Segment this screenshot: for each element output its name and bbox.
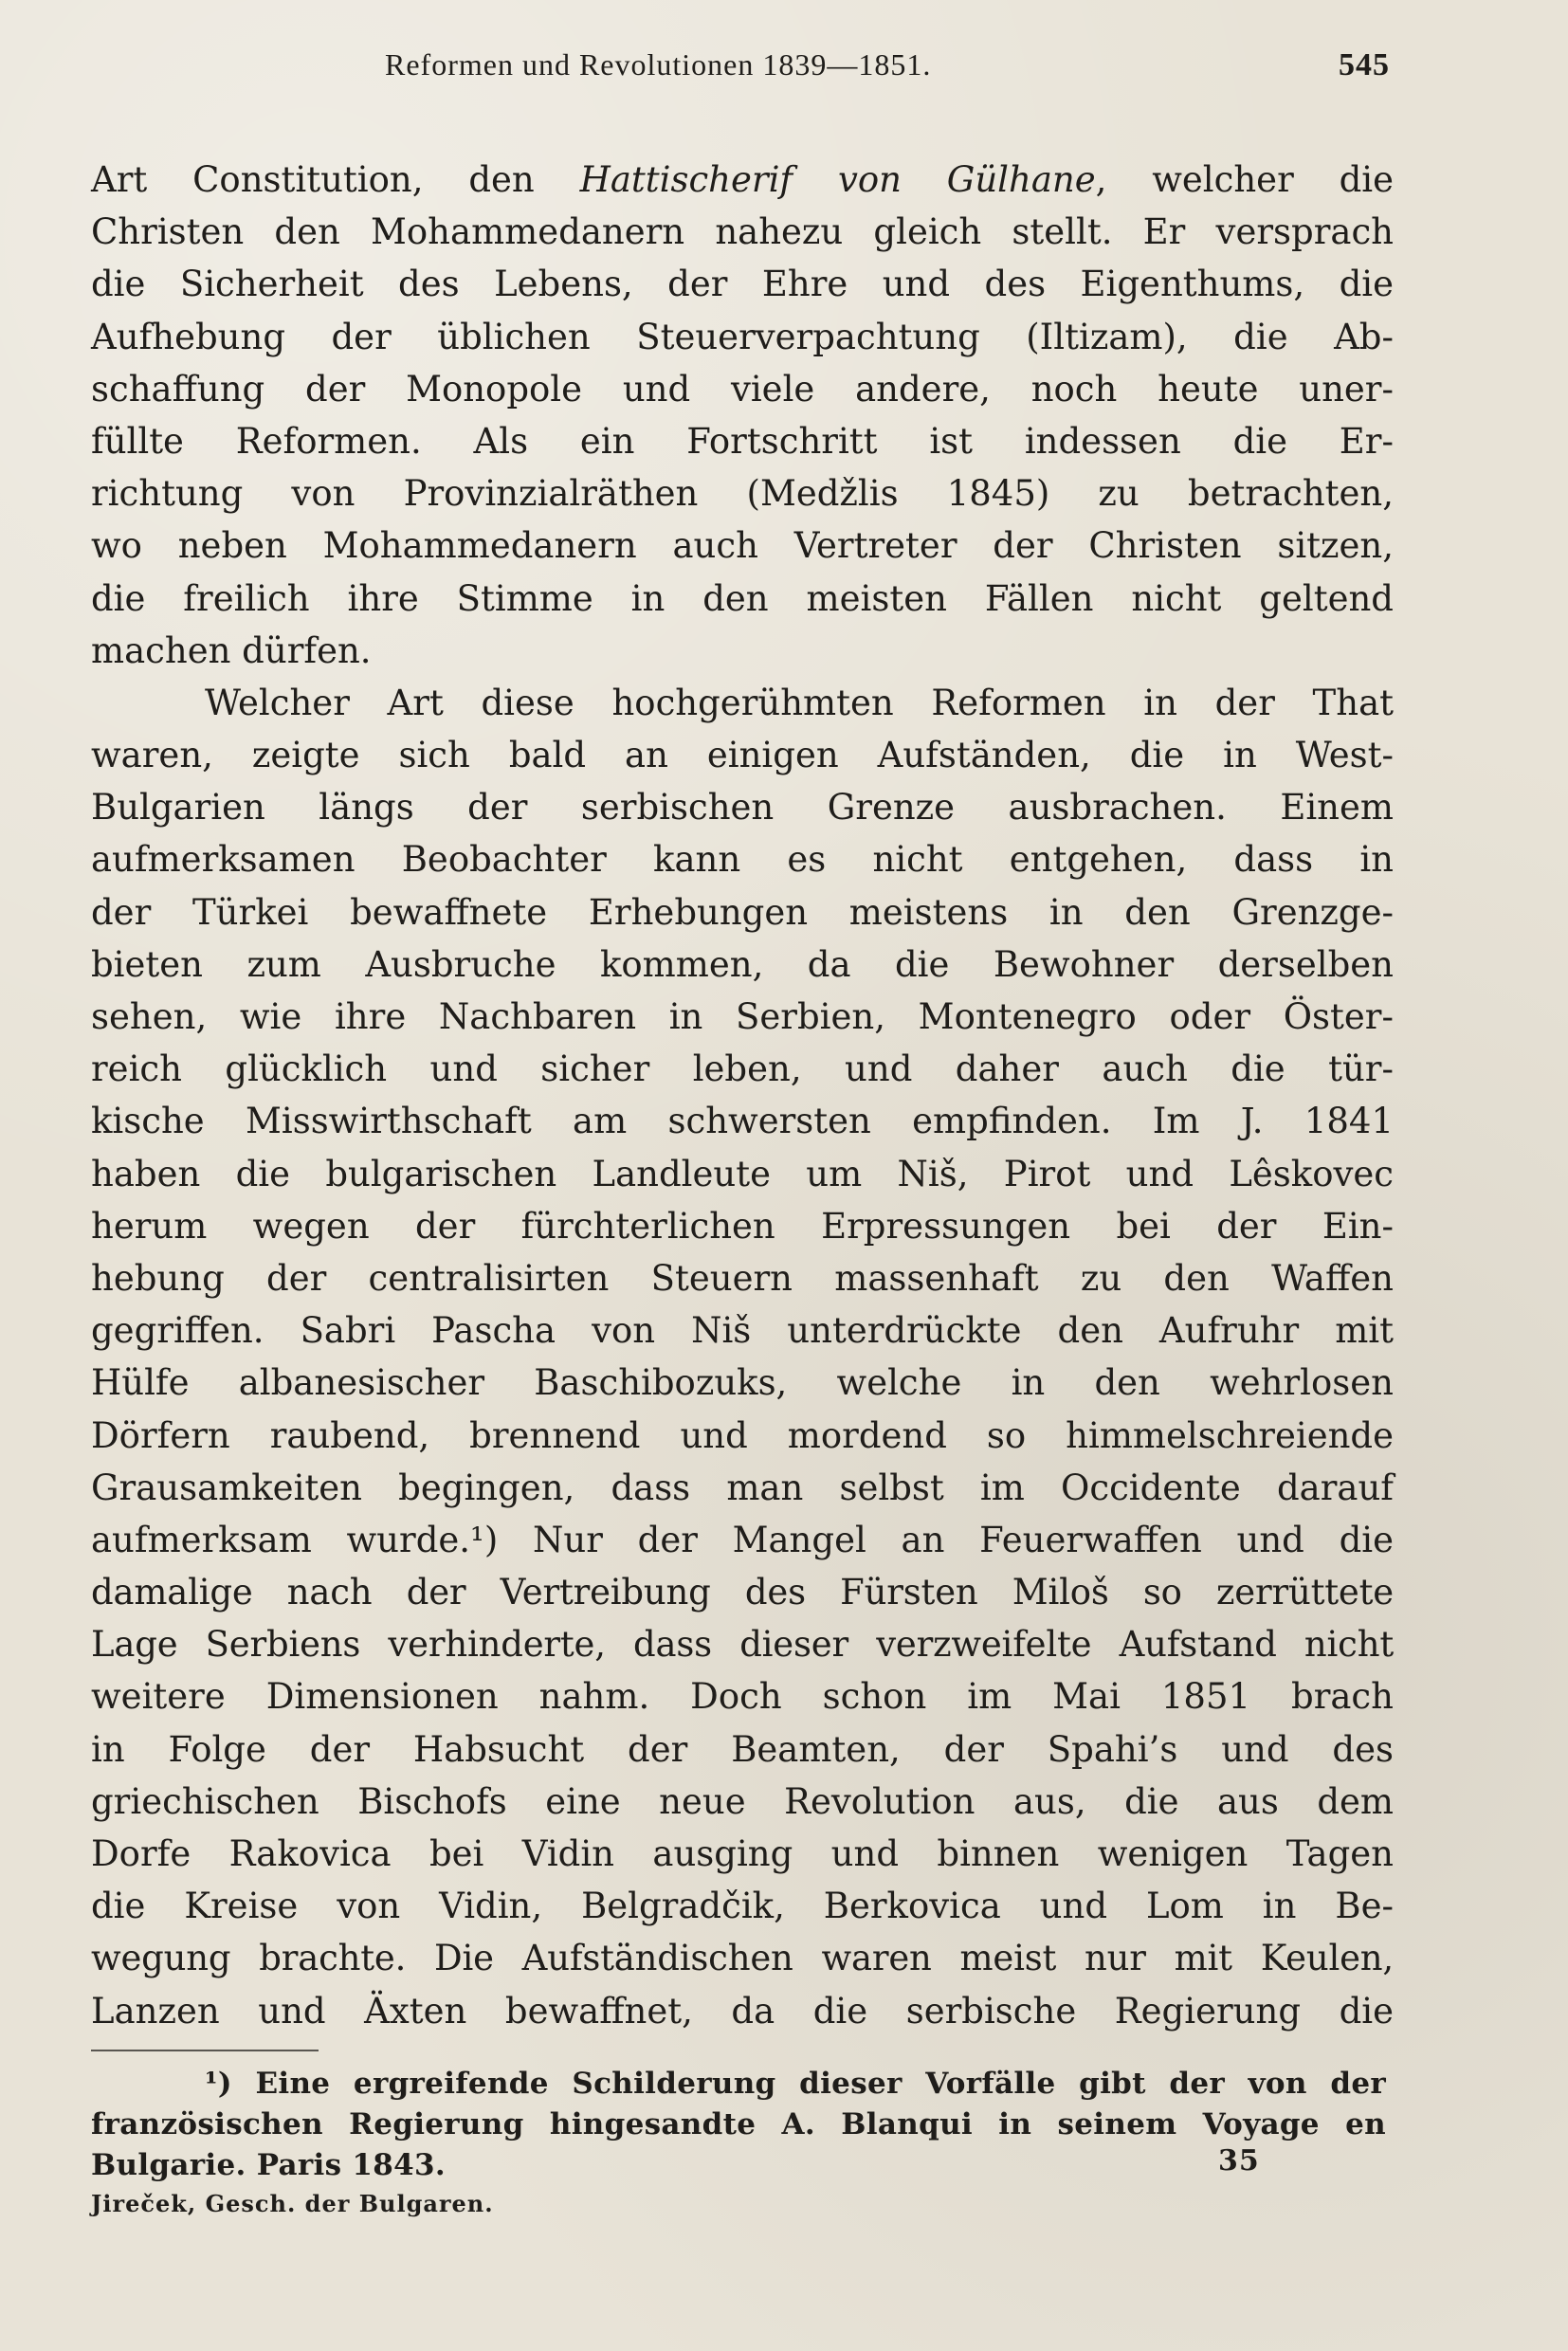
text-line: Aufhebung der üblichen Steuerverpachtung (Iltizam), die Ab-: [91, 316, 1394, 357]
page-number: 545: [1339, 47, 1390, 82]
footnote-line: ¹) Eine ergreifende Schilderung dieser Vorfälle gibt der von der: [205, 2067, 1386, 2101]
text-line: wegung brachte. Die Aufständischen waren meist nur mit Keulen,: [91, 1938, 1394, 1979]
text-line: die freilich ihre Stimme in den meisten Fällen nicht geltend: [91, 577, 1394, 619]
text-line: haben die bulgarischen Landleute um Niš, Pirot und Lêskovec: [91, 1153, 1394, 1194]
text-line: schaffung der Monopole und viele andere, noch heute uner-: [91, 368, 1394, 410]
text-line-prefix: Art Constitution, den: [91, 159, 580, 200]
text-line: reich glücklich und sicher leben, und daher auch die tür-: [91, 1048, 1394, 1090]
footnote-line: Bulgarie. Paris 1843.: [91, 2148, 446, 2182]
text-line: Welcher Art diese hochgerühmten Reformen in der That: [205, 682, 1394, 723]
text-line-suffix: , welcher die: [1095, 159, 1395, 200]
text-line: der Türkei bewaffnete Erhebungen meistens in den Grenzge-: [91, 891, 1394, 933]
text-line: sehen, wie ihre Nachbaren in Serbien, Montenegro oder Öster-: [91, 996, 1394, 1037]
text-line: Lanzen und Äxten bewaffnet, da die serbische Regierung die: [91, 1990, 1394, 2032]
italic-term: Hattischerif von Gülhane: [579, 159, 1096, 200]
text-line: bieten zum Ausbruche kommen, da die Bewohner derselben: [91, 943, 1394, 985]
text-line: aufmerksam wurde.¹) Nur der Mangel an Feuerwaffen und die: [91, 1519, 1394, 1560]
text-line: Lage Serbiens verhinderte, dass dieser verzweifelte Aufstand nicht: [91, 1624, 1394, 1666]
text-line: Dorfe Rakovica bei Vidin ausging und binnen wenigen Tagen: [91, 1833, 1394, 1874]
text-line: Dörfern raubend, brennend und mordend so himmelschreiende: [91, 1414, 1394, 1456]
text-line: damalige nach der Vertreibung des Fürsten Miloš so zerrüttete: [91, 1572, 1394, 1613]
text-line: die Sicherheit des Lebens, der Ehre und des Eigenthums, die: [91, 264, 1394, 305]
running-head: [91, 47, 1390, 97]
signature-line: Jireček, Gesch. der Bulgaren.: [91, 2190, 494, 2217]
text-line: gegriffen. Sabri Pascha von Niš unterdrückte den Aufruhr mit: [91, 1310, 1394, 1352]
body-text: [91, 154, 1394, 2037]
text-line: Hülfe albanesischer Baschibozuks, welche in den wehrlosen: [91, 1362, 1394, 1404]
running-title: Reformen und Revolutionen 1839—1851.: [385, 47, 932, 82]
text-line: Christen den Mohammedanern nahezu gleich stellt. Er versprach: [91, 211, 1394, 253]
text-line: wo neben Mohammedanern auch Vertreter der Christen sitzen,: [91, 525, 1394, 567]
sheet-number: 35: [1218, 2144, 1260, 2178]
text-line: die Kreise von Vidin, Belgradčik, Berkovica und Lom in Be-: [91, 1886, 1394, 1927]
text-line: füllte Reformen. Als ein Fortschritt ist indessen die Er-: [91, 420, 1394, 462]
text-line: waren, zeigte sich bald an einigen Aufständen, die in West-: [91, 735, 1394, 776]
footnote: [91, 2064, 1386, 2186]
text-line: Bulgarien längs der serbischen Grenze ausbrachen. Einem: [91, 787, 1394, 829]
text-line: in Folge der Habsucht der Beamten, der Spahi’s und des: [91, 1728, 1394, 1770]
text-line: machen dürfen.: [91, 629, 372, 671]
text-line: griechischen Bischofs eine neue Revolution aus, die aus dem: [91, 1780, 1394, 1822]
text-line: weitere Dimensionen nahm. Doch schon im Mai 1851 brach: [91, 1676, 1394, 1718]
text-line: herum wegen der fürchterlichen Erpressungen bei der Ein-: [91, 1205, 1394, 1247]
text-line: [91, 154, 1394, 206]
text-line: Grausamkeiten begingen, dass man selbst im Occidente darauf: [91, 1467, 1394, 1508]
text-line: aufmerksamen Beobachter kann es nicht entgehen, dass in: [91, 839, 1394, 881]
text-line: hebung der centralisirten Steuern massenhaft zu den Waffen: [91, 1257, 1394, 1299]
text-line: richtung von Provinzialräthen (Medžlis 1845) zu betrachten,: [91, 473, 1394, 515]
text-line: kische Misswirthschaft am schwersten empfinden. Im J. 1841: [91, 1101, 1394, 1142]
footnote-line: französischen Regierung hingesandte A. Blanqui in seinem Voyage en: [91, 2107, 1386, 2141]
footnote-rule: [91, 2050, 319, 2051]
